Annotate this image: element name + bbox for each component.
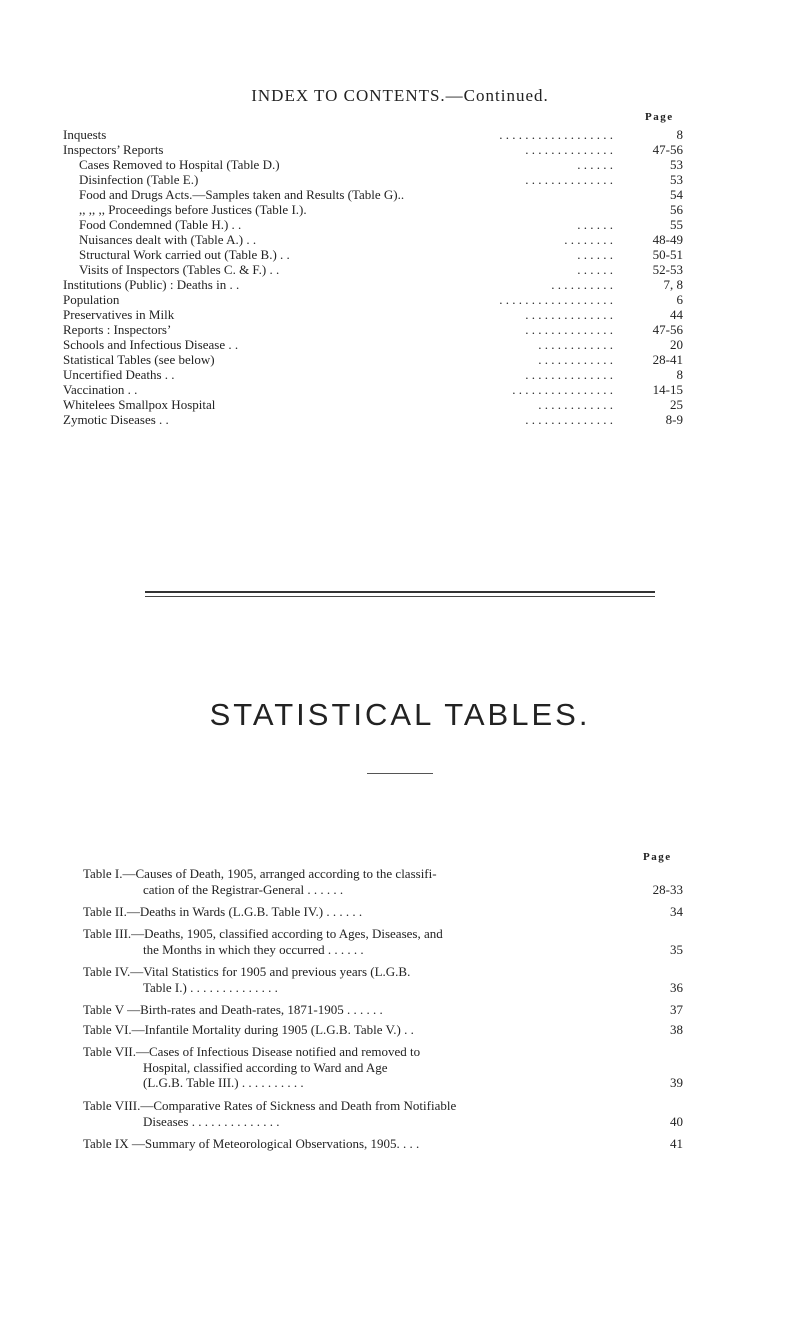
section-title: STATISTICAL TABLES. bbox=[209, 697, 591, 732]
table-entry-page: 36 bbox=[670, 979, 683, 995]
table-entry bbox=[83, 1002, 683, 1018]
table-entry bbox=[83, 1136, 683, 1152]
section-divider-thin bbox=[145, 596, 655, 597]
index-row bbox=[63, 322, 683, 337]
index-leader-dots: . . . . . . . . bbox=[564, 232, 613, 247]
index-label: Structural Work carried out (Table B.) . . bbox=[79, 247, 290, 262]
index-leader-dots: . . . . . . . . . . . . . . bbox=[525, 322, 613, 337]
table-entry-title: Table III.—Deaths, 1905, classified according to Ages, Diseases, and bbox=[83, 926, 443, 941]
table-entry-continuation: Table I.) . . . . . . . . . . . . . . bbox=[143, 979, 278, 995]
table-entry-continuation: the Months in which they occurred . . . . . . bbox=[143, 941, 364, 957]
index-row bbox=[63, 262, 683, 277]
index-page-number: 47-56 bbox=[652, 142, 683, 157]
index-leader-dots: . . . . . . bbox=[577, 217, 613, 232]
index-label: Inquests bbox=[63, 127, 107, 142]
index-page-number: 56 bbox=[670, 202, 683, 217]
index-page-number: 52-53 bbox=[652, 262, 683, 277]
table-entry-page: 34 bbox=[670, 904, 683, 919]
index-label: Food and Drugs Acts.—Samples taken and Results (Table G).. bbox=[79, 187, 405, 202]
table-entry-page: 41 bbox=[670, 1136, 683, 1151]
index-label: Inspectors’ Reports bbox=[63, 142, 164, 157]
index-label: Nuisances dealt with (Table A.) . . bbox=[79, 232, 257, 247]
index-page-number: 28-41 bbox=[652, 352, 683, 367]
index-leader-dots: . . . . . . . . . . . . . . . . bbox=[512, 382, 613, 397]
index-leader-dots: . . . . . . . . . . . . bbox=[538, 397, 613, 412]
index-label: Population bbox=[63, 292, 120, 307]
index-page-number: 7, 8 bbox=[663, 277, 683, 292]
index-label: ,, ,, ,, Proceedings before Justices (Table I.). bbox=[79, 202, 307, 217]
table-entry-continuation: cation of the Registrar-General . . . . . . bbox=[143, 881, 344, 897]
index-row bbox=[63, 172, 683, 187]
table-entry bbox=[83, 926, 683, 957]
index-leader-dots: . . . . . . bbox=[577, 157, 613, 172]
index-label: Reports : Inspectors’ bbox=[63, 322, 172, 337]
table-entry-continuation: Diseases . . . . . . . . . . . . . . bbox=[143, 1113, 280, 1129]
index-list bbox=[63, 127, 683, 427]
index-row bbox=[63, 232, 683, 247]
index-leader-dots: . . . . . . . . . . . . . . bbox=[525, 412, 613, 427]
index-page-number: 14-15 bbox=[652, 382, 683, 397]
index-row bbox=[63, 397, 683, 412]
table-entry bbox=[83, 1022, 683, 1038]
index-row bbox=[63, 382, 683, 397]
table-entry-title: Table I.—Causes of Death, 1905, arranged according to the classifi- bbox=[83, 866, 437, 881]
index-label: Disinfection (Table E.) bbox=[79, 172, 199, 187]
index-page-number: 53 bbox=[670, 172, 683, 187]
index-leader-dots: . . . . . . bbox=[577, 262, 613, 277]
index-row bbox=[63, 142, 683, 157]
index-page-number: 55 bbox=[670, 217, 683, 232]
index-page-heading: Page bbox=[645, 111, 674, 123]
table-entry bbox=[83, 964, 683, 995]
table-entry-page: 39 bbox=[670, 1075, 683, 1090]
index-leader-dots: . . . . . . bbox=[577, 247, 613, 262]
table-entry-page: 40 bbox=[670, 1113, 683, 1129]
index-page-number: 8 bbox=[676, 367, 683, 382]
index-leader-dots: . . . . . . . . . . . . bbox=[538, 352, 613, 367]
table-entry-page: 38 bbox=[670, 1022, 683, 1037]
page-title: INDEX TO CONTENTS.—Continued. bbox=[251, 86, 549, 105]
table-entry bbox=[83, 904, 683, 920]
index-label: Preservatives in Milk bbox=[63, 307, 175, 322]
index-page-number: 50-51 bbox=[652, 247, 683, 262]
section-divider-thick bbox=[145, 591, 655, 593]
index-page-number: 25 bbox=[670, 397, 683, 412]
index-row bbox=[63, 352, 683, 367]
index-row bbox=[63, 247, 683, 262]
index-leader-dots: . . . . . . . . . . . . . . . . . . bbox=[499, 292, 613, 307]
index-page-number: 8-9 bbox=[665, 412, 683, 427]
index-row bbox=[63, 292, 683, 307]
index-row bbox=[63, 412, 683, 427]
index-row bbox=[63, 277, 683, 292]
index-leader-dots: . . . . . . . . . . . . . . bbox=[525, 367, 613, 382]
table-entry-title: Table II.—Deaths in Wards (L.G.B. Table IV.) . . . . . . bbox=[83, 904, 363, 919]
tables-page-heading: Page bbox=[643, 851, 672, 863]
index-row bbox=[63, 127, 683, 142]
index-row bbox=[63, 157, 683, 172]
table-entry-title: Table V —Birth-rates and Death-rates, 1871-1905 . . . . . . bbox=[83, 1002, 383, 1017]
index-label: Zymotic Diseases . . bbox=[63, 412, 169, 427]
index-page-number: 8 bbox=[676, 127, 683, 142]
index-label: Statistical Tables (see below) bbox=[63, 352, 215, 367]
index-row bbox=[63, 307, 683, 322]
index-leader-dots: . . . . . . . . . . . . . . bbox=[525, 172, 613, 187]
table-entry-title: Table IV.—Vital Statistics for 1905 and previous years (L.G.B. bbox=[83, 964, 411, 979]
index-page-number: 6 bbox=[676, 292, 683, 307]
table-entry-title: Table VIII.—Comparative Rates of Sickness and Death from Notifiable bbox=[83, 1098, 457, 1113]
index-page-number: 53 bbox=[670, 157, 683, 172]
index-label: Visits of Inspectors (Tables C. & F.) . . bbox=[79, 262, 280, 277]
index-label: Vaccination . . bbox=[63, 382, 138, 397]
index-leader-dots: . . . . . . . . . . bbox=[551, 277, 613, 292]
table-entry bbox=[83, 866, 683, 897]
table-entry-continuation: Hospital, classified according to Ward and Age bbox=[143, 1059, 388, 1075]
index-page-number: 20 bbox=[670, 337, 683, 352]
index-page-number: 54 bbox=[670, 187, 683, 202]
index-label: Uncertified Deaths . . bbox=[63, 367, 175, 382]
index-row bbox=[63, 337, 683, 352]
index-label: Institutions (Public) : Deaths in . . bbox=[63, 277, 240, 292]
table-entry-page: 28-33 bbox=[652, 881, 683, 897]
index-label: Whitelees Smallpox Hospital bbox=[63, 397, 216, 412]
index-page-number: 48-49 bbox=[652, 232, 683, 247]
index-leader-dots: . . . . . . . . . . . . . . bbox=[525, 307, 613, 322]
table-entry-page: 35 bbox=[670, 941, 683, 957]
table-entry bbox=[83, 1098, 683, 1129]
table-entry-title: Table IX —Summary of Meteorological Observations, 1905. . . . bbox=[83, 1136, 420, 1151]
table-entry-title: Table VII.—Cases of Infectious Disease notified and removed to bbox=[83, 1044, 421, 1059]
table-entry bbox=[83, 1044, 683, 1091]
table-entry-page: 37 bbox=[670, 1002, 683, 1017]
index-leader-dots: . . . . . . . . . . . . bbox=[538, 337, 613, 352]
index-page-number: 44 bbox=[670, 307, 683, 322]
index-row bbox=[63, 217, 683, 232]
index-label: Cases Removed to Hospital (Table D.) bbox=[79, 157, 280, 172]
table-entry-continuation: (L.G.B. Table III.) . . . . . . . . . . bbox=[143, 1075, 304, 1090]
index-leader-dots: . . . . . . . . . . . . . . . . . . bbox=[499, 127, 613, 142]
index-label: Schools and Infectious Disease . . bbox=[63, 337, 239, 352]
table-entry-title: Table VI.—Infantile Mortality during 1905 (L.G.B. Table V.) . . bbox=[83, 1022, 414, 1037]
index-row bbox=[63, 367, 683, 382]
index-row bbox=[63, 202, 683, 217]
index-label: Food Condemned (Table H.) . . bbox=[79, 217, 242, 232]
title-underline bbox=[367, 773, 433, 774]
index-row bbox=[63, 187, 683, 202]
index-leader-dots: . . . . . . . . . . . . . . bbox=[525, 142, 613, 157]
index-page-number: 47-56 bbox=[652, 322, 683, 337]
